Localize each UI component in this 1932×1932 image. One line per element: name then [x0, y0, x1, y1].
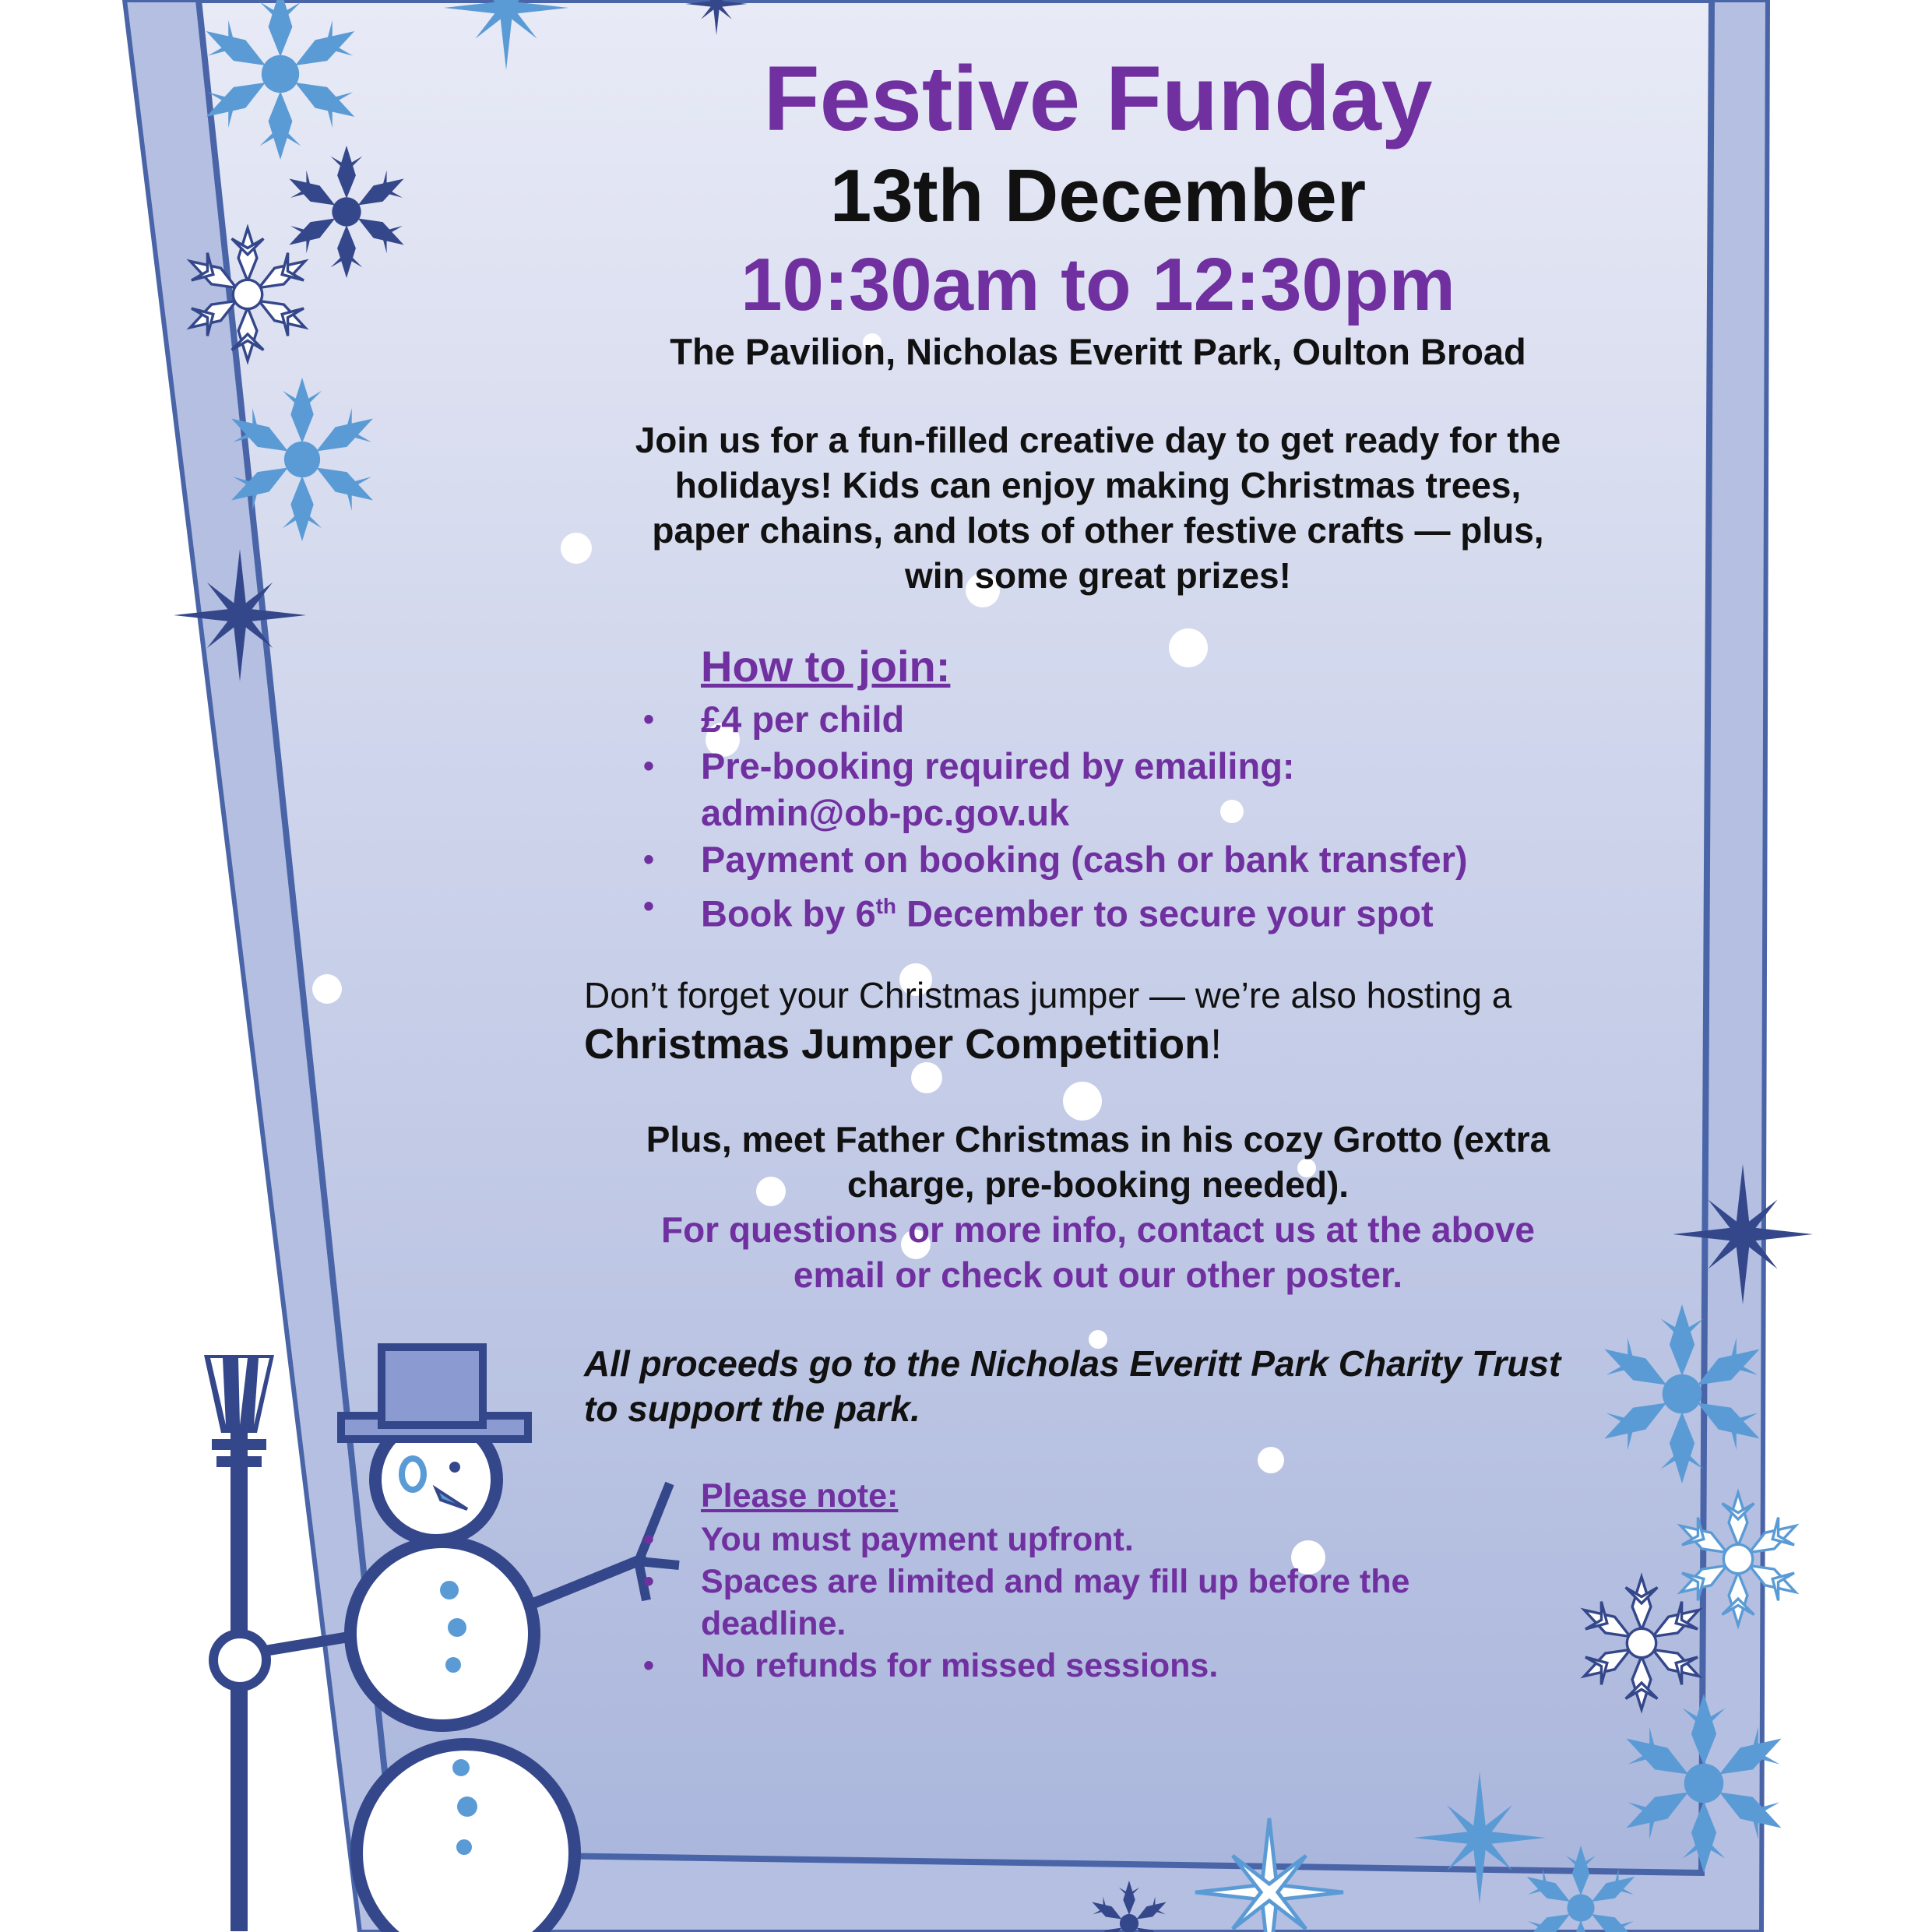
- broom-icon: [204, 1355, 274, 1931]
- grotto-line: charge, pre-booking needed).: [846, 1164, 1350, 1205]
- list-item: • No refunds for missed sessions.: [701, 1645, 1573, 1687]
- contact-line: email or check out our other poster.: [793, 1255, 1403, 1295]
- contact-line: For questions or more info, contact us at the above: [660, 1209, 1536, 1250]
- list-item: • £4 per child: [701, 696, 1635, 743]
- list-item: [701, 883, 1635, 938]
- event-title: Festive Funday: [763, 48, 1433, 150]
- event-venue: The Pavilion, Nicholas Everitt Park, Oulton Broad: [670, 331, 1526, 372]
- jumper-exclaim: !: [1210, 1021, 1223, 1068]
- event-time: 10:30am to 12:30pm: [741, 243, 1455, 326]
- intro-line: paper chains, and lots of other festive crafts — plus,: [652, 510, 1544, 551]
- jumper-competition: Christmas Jumper Competition: [584, 1021, 1211, 1068]
- grotto-paragraph: [576, 1117, 1620, 1297]
- how-to-join-list: [701, 696, 1635, 938]
- how-to-join-heading: How to join:: [701, 642, 951, 691]
- list-item: • Pre-booking required by emailing: admin@ob-pc.gov.uk: [701, 743, 1339, 836]
- grotto-line: Plus, meet Father Christmas in his cozy Grotto (extra: [646, 1119, 1550, 1160]
- booking-deadline-sup: th: [875, 894, 897, 918]
- intro-paragraph: [576, 417, 1620, 598]
- event-date: 13th December: [829, 154, 1367, 238]
- jumper-paragraph: [584, 973, 1674, 1072]
- jumper-line: Don’t forget your Christmas jumper — we’re also hosting a: [584, 975, 1512, 1015]
- list-item: • Spaces are limited and may fill up before the deadline.: [701, 1561, 1480, 1645]
- list-item: • Payment on booking (cash or bank transfer): [701, 836, 1635, 883]
- please-note-heading: Please note:: [701, 1477, 899, 1515]
- please-note-list: [701, 1519, 1573, 1687]
- list-item: • You must payment upfront.: [701, 1519, 1573, 1561]
- booking-deadline-pre: Book by 6: [701, 892, 876, 934]
- intro-line: win some great prizes!: [905, 555, 1291, 596]
- intro-line: holidays! Kids can enjoy making Christmas trees,: [674, 465, 1522, 505]
- intro-line: Join us for a fun-filled creative day to get ready for the: [635, 420, 1561, 460]
- booking-deadline-post: December to secure your spot: [896, 892, 1434, 934]
- proceeds-note: All proceeds go to the Nicholas Everitt Park Charity Trust to support the park.: [584, 1343, 1561, 1429]
